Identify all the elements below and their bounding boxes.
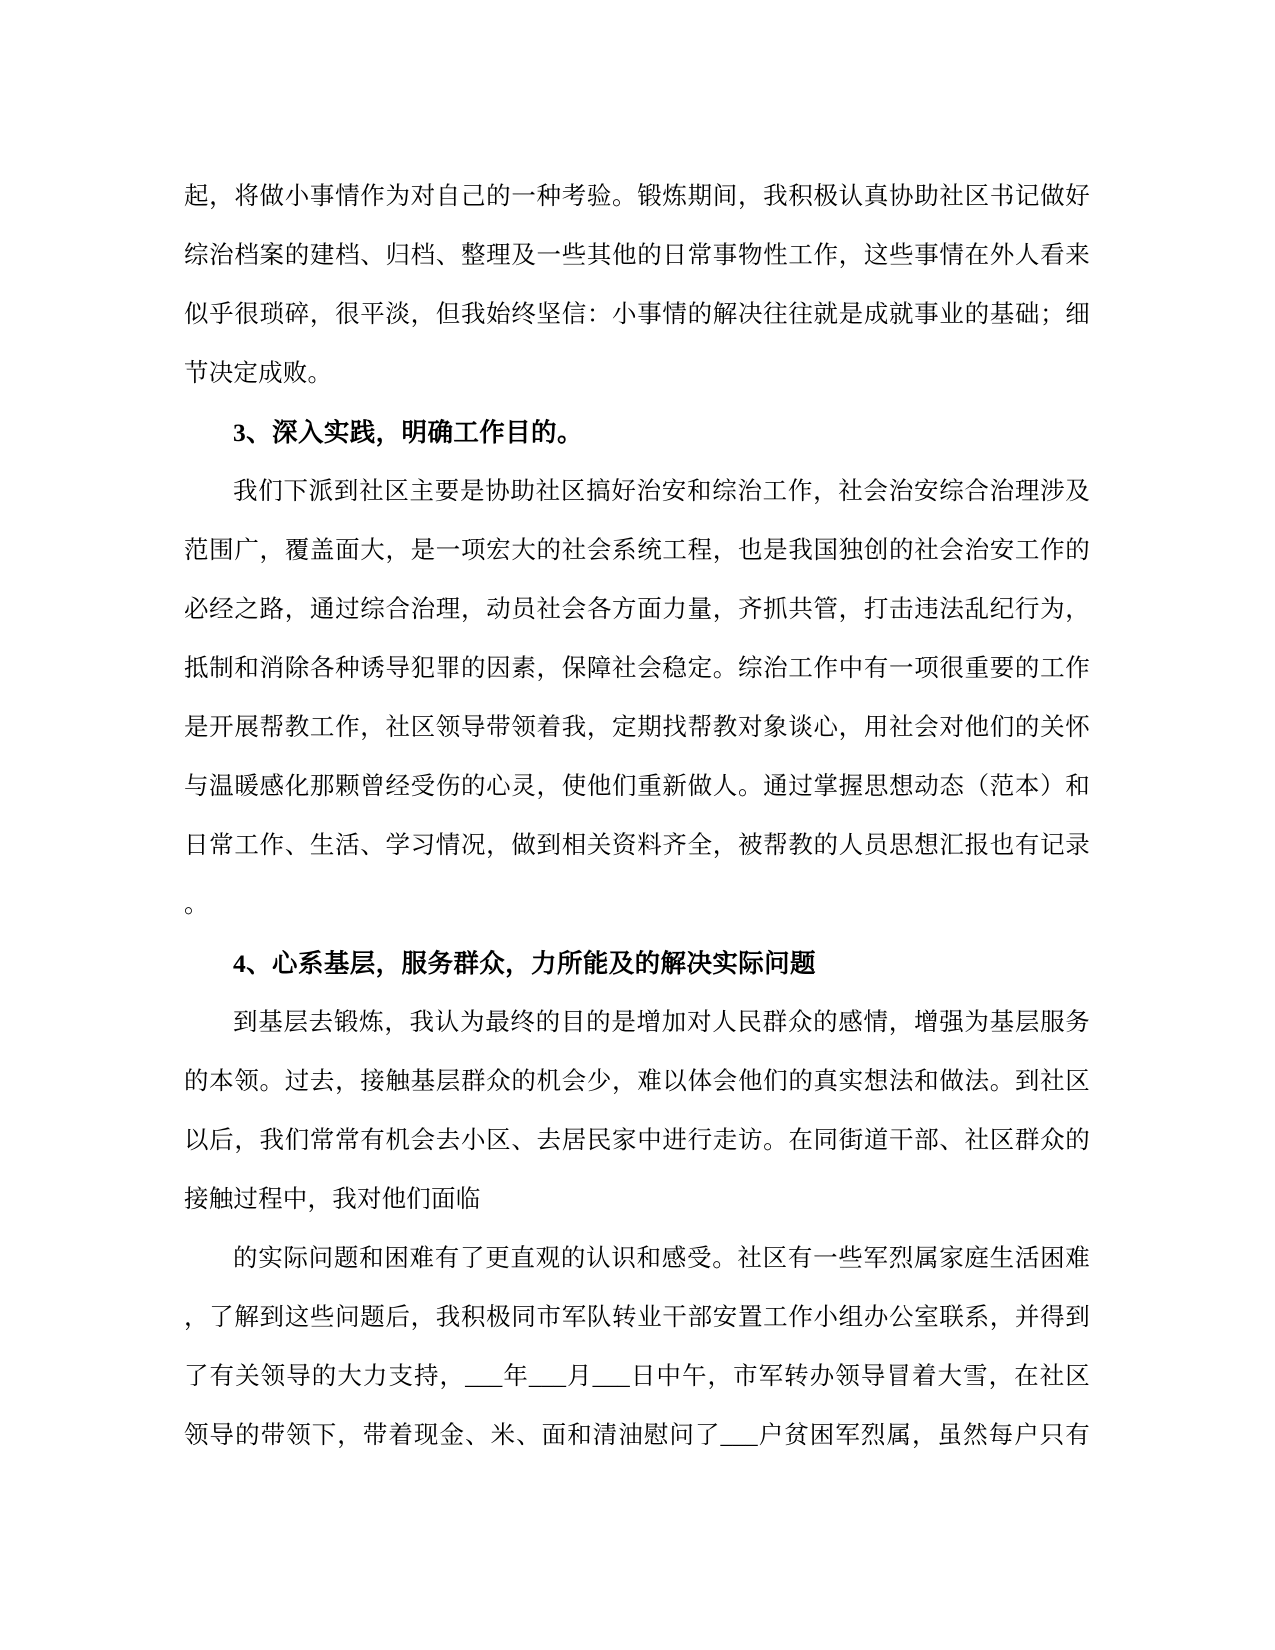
- text-line: 节决定成败。: [184, 360, 333, 387]
- text-line: 领导的带领下，带着现金、米、面和清油慰问了___户贫困军烈属，虽然每户只有: [184, 1422, 1090, 1449]
- text-line: 接触过程中，我对他们面临: [184, 1186, 481, 1213]
- text-line: ，了解到这些问题后，我积极同市军队转业干部安置工作小组办公室联系，并得到: [184, 1304, 1090, 1331]
- text-line: 必经之路，通过综合治理，动员社会各方面力量，齐抓共管，打击违法乱纪行为，: [184, 596, 1090, 623]
- text-line: 是开展帮教工作，社区领导带领着我，定期找帮教对象谈心，用社会对他们的关怀: [184, 714, 1090, 741]
- text-line: 范围广，覆盖面大，是一项宏大的社会系统工程，也是我国独创的社会治安工作的: [184, 537, 1090, 564]
- text-line: 的本领。过去，接触基层群众的机会少，难以体会他们的真实想法和做法。到社区: [184, 1068, 1090, 1095]
- document-content: [184, 167, 1090, 1465]
- text-line: 的实际问题和困难有了更直观的认识和感受。社区有一些军烈属家庭生活困难: [233, 1245, 1090, 1272]
- text-line: 日常工作、生活、学习情况，做到相关资料齐全，被帮教的人员思想汇报也有记录: [184, 832, 1090, 859]
- section-3-heading: 3、深入实践，明确工作目的。: [233, 418, 583, 447]
- text-line: 到基层去锻炼，我认为最终的目的是增加对人民群众的感情，增强为基层服务: [233, 1009, 1090, 1036]
- text-line: 与温暖感化那颗曾经受伤的心灵，使他们重新做人。通过掌握思想动态（范本）和: [184, 773, 1090, 800]
- text-line: 抵制和消除各种诱导犯罪的因素，保障社会稳定。综治工作中有一项很重要的工作: [184, 655, 1090, 682]
- text-line: 综治档案的建档、归档、整理及一些其他的日常事物性工作，这些事情在外人看来: [184, 242, 1090, 269]
- section-4-heading: 4、心系基层，服务群众，力所能及的解决实际问题: [233, 949, 816, 978]
- text-line: 起，将做小事情作为对自己的一种考验。锻炼期间，我积极认真协助社区书记做好: [184, 183, 1090, 210]
- text-line: 。: [184, 891, 209, 918]
- text-line: 以后，我们常常有机会去小区、去居民家中进行走访。在同街道干部、社区群众的: [184, 1127, 1090, 1154]
- text-line: 似乎很琐碎，很平淡，但我始终坚信：小事情的解决往往就是成就事业的基础；细: [184, 301, 1090, 328]
- text-line: 我们下派到社区主要是协助社区搞好治安和综治工作，社会治安综合治理涉及: [233, 478, 1090, 505]
- text-line: 了有关领导的大力支持，___年___月___日中午，市军转办领导冒着大雪，在社区: [184, 1363, 1090, 1390]
